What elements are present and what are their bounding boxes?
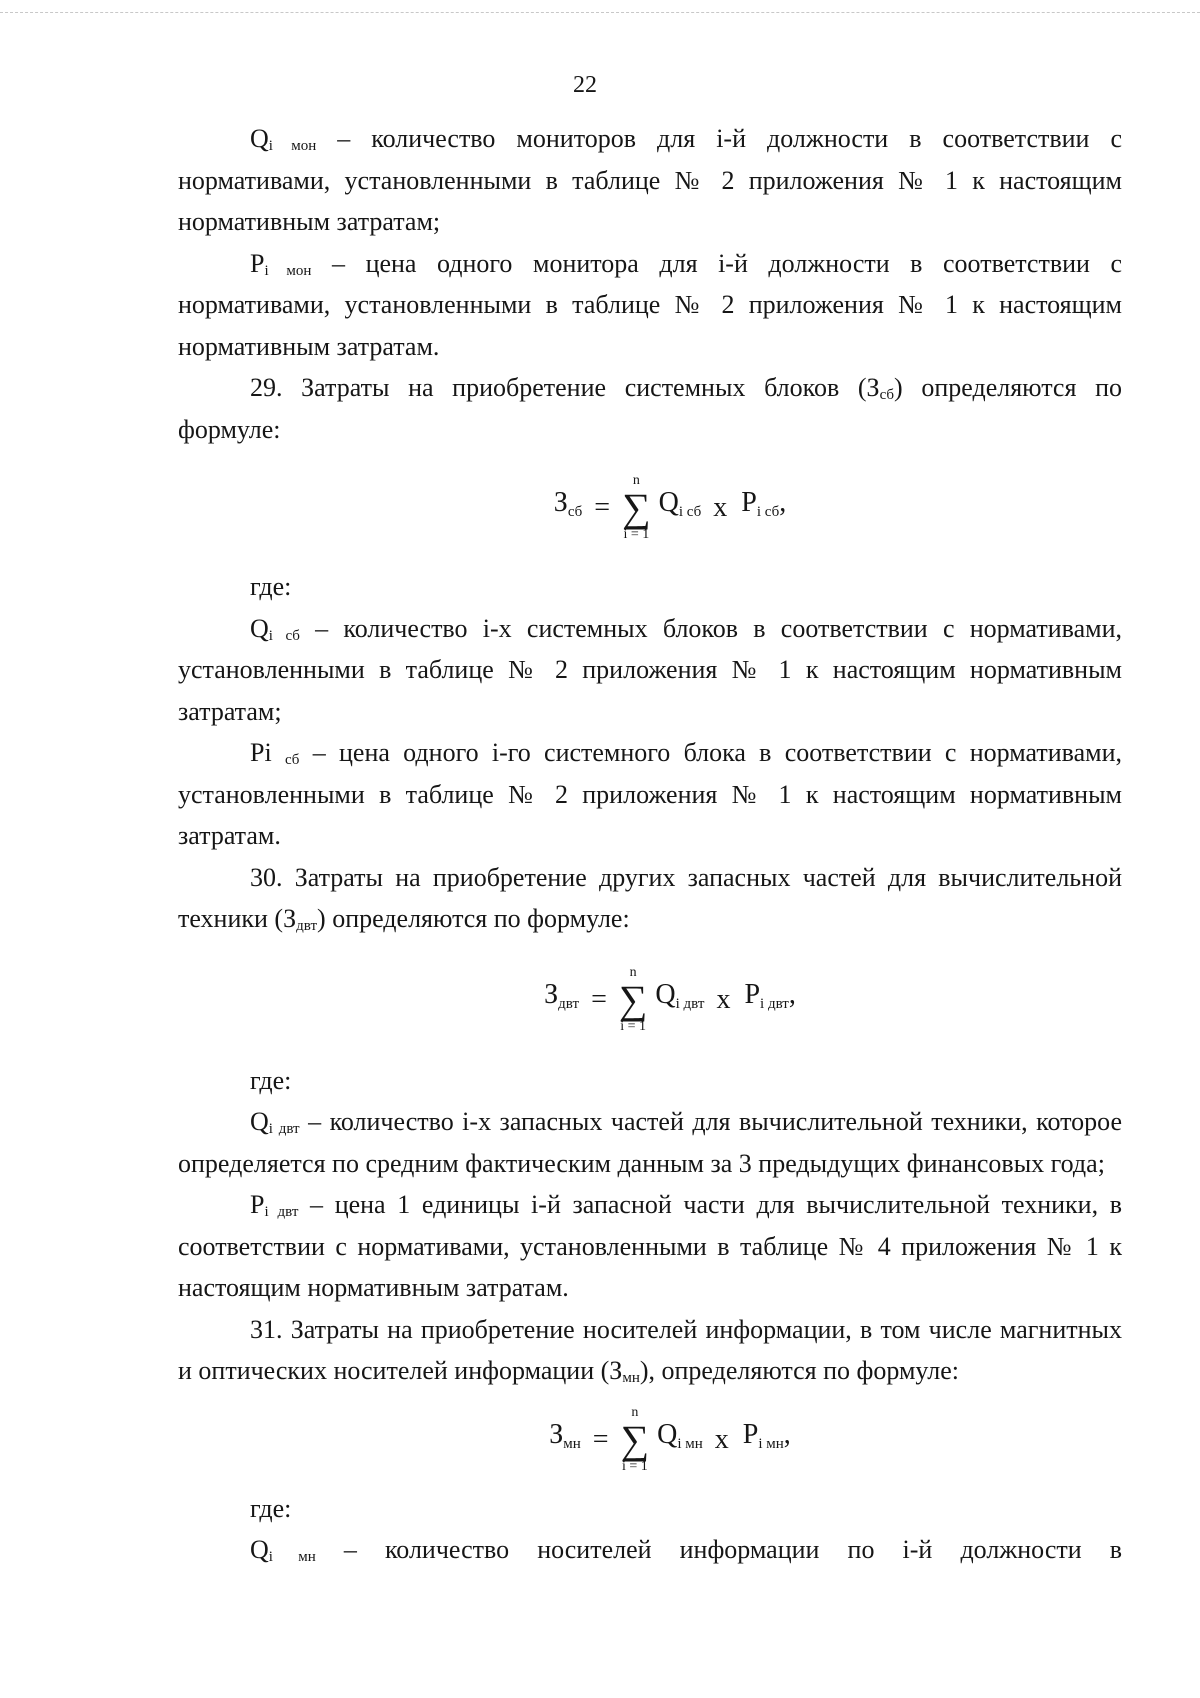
- sigma-upper-limit: n: [631, 1404, 639, 1420]
- text-run: – количество носителей информации по i-й должности в: [315, 1535, 1123, 1564]
- text-run: 30. Затраты на приобретение других запасных частей для вычислительной техники (З: [178, 862, 1122, 933]
- formula-lhs: [544, 974, 579, 1026]
- text-run: Q: [250, 1535, 269, 1564]
- document-body: [178, 118, 1122, 1571]
- paragraph: [178, 1184, 1122, 1309]
- formula-quantity: [659, 482, 702, 534]
- equals-sign: =: [594, 492, 611, 524]
- paragraph: [178, 1101, 1122, 1184]
- text-run: P: [250, 248, 265, 278]
- formula-quantity: [657, 1414, 703, 1466]
- subscript: сб: [284, 752, 300, 768]
- text-run: где:: [250, 1493, 292, 1523]
- formula: [178, 940, 1122, 1060]
- quantity-subscript: i сб: [678, 504, 702, 521]
- subscript: мн: [622, 1370, 640, 1386]
- quantity-subscript: i мн: [677, 1435, 703, 1452]
- price-subscript: i сб: [756, 504, 780, 521]
- paragraph: [178, 243, 1122, 368]
- text-run: – количество мониторов для i-й должности в соответствии с нормативами, установленными в таблице № 2 приложения № 1 к настоящим нормативным затратам;: [178, 124, 1123, 236]
- sigma-lower-limit: i = 1: [623, 527, 650, 542]
- formula-subscript: двт: [558, 995, 580, 1012]
- text-run: – цена 1 единицы i-й запасной части для вычислительной техники, в соответствии с нормативами, установленными в таблице № 4 приложения № 1 к настоящим нормативным затратам.: [178, 1190, 1122, 1302]
- multiply-sign: x: [714, 1423, 729, 1455]
- price-subscript: i мн: [758, 1435, 784, 1452]
- formula-symbol: З: [544, 978, 559, 1010]
- formula-lhs: [549, 1414, 581, 1466]
- equals-sign: =: [592, 1423, 609, 1455]
- formula-symbol: З: [549, 1418, 564, 1450]
- price-subscript: i двт: [760, 995, 789, 1012]
- subscript: i мн: [268, 1549, 316, 1565]
- text-run: где:: [250, 1065, 292, 1095]
- subscript: двт: [296, 918, 318, 934]
- quantity-symbol: Q: [657, 1418, 678, 1450]
- formula-expression: [544, 965, 796, 1035]
- where-label: [178, 1060, 1122, 1102]
- paragraph: [178, 1529, 1122, 1571]
- text-run: – цена одного i-го системного блока в соответствии с нормативами, установленными в таблице № 2 приложения № 1 к настоящим нормативным затратам.: [178, 738, 1123, 850]
- formula-comma: ,: [788, 978, 796, 1010]
- formula-lhs: [554, 482, 583, 534]
- paragraph: [178, 1309, 1122, 1392]
- text-run: – количество i-х системных блоков в соответствии с нормативами, установленными в таблице № 2 приложения № 1 к настоящим нормативным затратам;: [178, 613, 1123, 726]
- multiply-sign: x: [713, 492, 728, 524]
- sigma-icon: ∑: [622, 485, 651, 530]
- text-run: ) определяются по формуле:: [178, 373, 1122, 444]
- scan-edge-line: [0, 12, 1200, 13]
- sigma-icon: ∑: [618, 976, 648, 1022]
- paragraph: [178, 367, 1122, 450]
- formula-comma: ,: [783, 1418, 791, 1450]
- page-number: 22: [573, 72, 597, 98]
- where-label: [178, 1488, 1122, 1530]
- formula-price: [744, 974, 795, 1026]
- formula-comma: ,: [779, 487, 787, 519]
- formula-quantity: [655, 974, 704, 1026]
- quantity-symbol: Q: [658, 487, 679, 519]
- sigma-upper-limit: n: [629, 964, 637, 980]
- quantity-symbol: Q: [655, 978, 676, 1010]
- subscript: i двт: [264, 1204, 299, 1220]
- formula-subscript: сб: [567, 504, 583, 521]
- formula: [178, 450, 1122, 566]
- paragraph: [178, 118, 1122, 243]
- where-label: [178, 566, 1122, 608]
- price-symbol: P: [744, 978, 761, 1010]
- equals-sign: =: [591, 983, 607, 1015]
- summation: [621, 1405, 650, 1475]
- paragraph: [178, 608, 1122, 733]
- paragraph: [178, 857, 1122, 940]
- sigma-icon: ∑: [620, 1416, 650, 1462]
- formula-symbol: З: [553, 487, 568, 519]
- text-run: где:: [250, 572, 292, 601]
- subscript: i мон: [264, 262, 312, 279]
- text-run: Q: [250, 124, 269, 153]
- text-run: ) определяются по формуле:: [317, 904, 630, 933]
- sigma-lower-limit: i = 1: [620, 1018, 647, 1034]
- formula-expression: [554, 473, 786, 543]
- summation: [619, 965, 648, 1035]
- text-run: 29. Затраты на приобретение системных блоков (З: [250, 373, 880, 402]
- sigma-upper-limit: n: [632, 473, 640, 488]
- text-run: ), определяются по формуле:: [639, 1356, 960, 1385]
- text-run: – количество i-х запасных частей для вычислительной техники, которое определяется по средним фактическим данным за 3 предыдущих финансовых года;: [178, 1107, 1122, 1178]
- text-run: Q: [250, 613, 269, 643]
- text-run: 31. Затраты на приобретение носителей информации, в том числе магнитных и оптических носителей информации (З: [178, 1314, 1122, 1385]
- text-run: Pi: [250, 738, 285, 767]
- price-symbol: P: [742, 1418, 759, 1450]
- text-run: P: [250, 1190, 265, 1219]
- text-run: Q: [250, 1107, 269, 1136]
- formula-price: [741, 482, 786, 534]
- quantity-subscript: i двт: [675, 995, 705, 1012]
- subscript: i мон: [268, 138, 317, 154]
- price-symbol: P: [741, 487, 757, 519]
- summation: [622, 473, 651, 543]
- formula: [178, 1392, 1122, 1488]
- paragraph: [178, 732, 1122, 857]
- subscript: i сб: [268, 627, 300, 644]
- multiply-sign: x: [716, 983, 731, 1015]
- formula-subscript: мн: [563, 1435, 581, 1452]
- sigma-lower-limit: i = 1: [621, 1458, 648, 1474]
- formula-price: [743, 1414, 791, 1466]
- formula-expression: [549, 1405, 791, 1475]
- subscript: i двт: [268, 1121, 300, 1137]
- subscript: сб: [879, 387, 895, 403]
- text-run: – цена одного монитора для i-й должности в соответствии с нормативами, установленными в таблице № 2 приложения № 1 к настоящим нормативным затратам.: [178, 248, 1123, 361]
